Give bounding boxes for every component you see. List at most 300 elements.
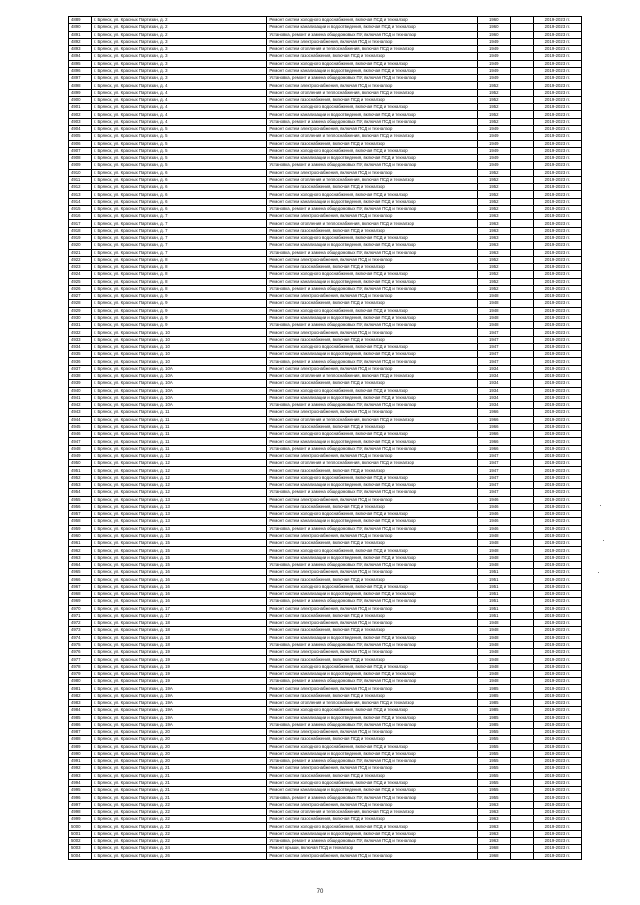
work-type-cell: Ремонт систем газоснабжения, включая ПСД и техналзор xyxy=(267,540,477,547)
empty-cell xyxy=(510,24,533,31)
empty-cell xyxy=(510,31,533,38)
table-row xyxy=(69,176,582,183)
address-cell: г. Брянск, ул. Красных Партизан, д. 7 xyxy=(92,220,267,227)
address-cell: г. Брянск, ул. Красных Партизан, д. 2 xyxy=(92,24,267,31)
empty-cell xyxy=(510,293,533,300)
address-cell: г. Брянск, ул. Красных Партизан, д. 24 xyxy=(92,845,267,852)
empty-cell xyxy=(510,213,533,220)
address-cell: г. Брянск, ул. Красных Партизан, д. 22 xyxy=(92,801,267,808)
work-type-cell: Установка, ремонт и замена общедомовых ПУ, включая ПСД и техналзор xyxy=(267,322,477,329)
table-row xyxy=(69,482,582,489)
address-cell: г. Брянск, ул. Красных Партизан, д. 8 xyxy=(92,278,267,285)
period-cell: 2019-2023 гг. xyxy=(533,445,581,452)
build-year-cell: 1949 xyxy=(477,67,510,74)
period-cell: 2019-2023 гг. xyxy=(533,24,581,31)
work-type-cell: Установка, ремонт и замена общедомовых ПУ, включая ПСД и техналзор xyxy=(267,162,477,169)
row-number-cell: 4962 xyxy=(69,547,92,554)
table-row xyxy=(69,852,582,859)
empty-cell xyxy=(510,576,533,583)
build-year-cell: 1963 xyxy=(477,823,510,830)
row-number-cell: 4946 xyxy=(69,431,92,438)
row-number-cell: 4910 xyxy=(69,169,92,176)
work-type-cell: Установка, ремонт и замена общедомовых ПУ, включая ПСД и техналзор xyxy=(267,489,477,496)
empty-cell xyxy=(510,707,533,714)
build-year-cell: 1947 xyxy=(477,336,510,343)
period-cell: 2019-2023 гг. xyxy=(533,220,581,227)
scan-speck xyxy=(603,540,604,541)
empty-cell xyxy=(510,467,533,474)
table-row xyxy=(69,271,582,278)
table-row xyxy=(69,213,582,220)
work-type-cell: Ремонт систем отопления и теплоснабжения, включая ПСД и техналзор xyxy=(267,808,477,815)
build-year-cell: 1948 xyxy=(477,300,510,307)
period-cell: 2019-2023 гг. xyxy=(533,816,581,823)
empty-cell xyxy=(510,583,533,590)
empty-cell xyxy=(510,808,533,815)
row-number-cell: 4924 xyxy=(69,271,92,278)
period-cell: 2019-2023 гг. xyxy=(533,583,581,590)
build-year-cell: 1948 xyxy=(477,532,510,539)
empty-cell xyxy=(510,438,533,445)
address-cell: г. Брянск, ул. Красных Партизан, д. 6 xyxy=(92,184,267,191)
period-cell: 2019-2023 гг. xyxy=(533,743,581,750)
build-year-cell: 1955 xyxy=(477,750,510,757)
table-row xyxy=(69,67,582,74)
build-year-cell: 1947 xyxy=(477,343,510,350)
empty-cell xyxy=(510,729,533,736)
work-type-cell: Ремонт систем канализации и водоотведения, включая ПСД и техналзор xyxy=(267,830,477,837)
build-year-cell: 1934 xyxy=(477,365,510,372)
table-row xyxy=(69,779,582,786)
row-number-cell: 4916 xyxy=(69,213,92,220)
empty-cell xyxy=(510,692,533,699)
table-row xyxy=(69,823,582,830)
period-cell: 2019-2023 гг. xyxy=(533,365,581,372)
work-type-cell: Установка, ремонт и замена общедомовых ПУ, включая ПСД и техналзор xyxy=(267,561,477,568)
address-cell: г. Брянск, ул. Красных Партизан, д. 6 xyxy=(92,191,267,198)
period-cell: 2019-2023 гг. xyxy=(533,830,581,837)
build-year-cell: 1934 xyxy=(477,402,510,409)
period-cell: 2019-2023 гг. xyxy=(533,155,581,162)
work-type-cell: Ремонт систем холодного водоснабжения, включая ПСД и техналзор xyxy=(267,387,477,394)
period-cell: 2019-2023 гг. xyxy=(533,169,581,176)
table-row xyxy=(69,772,582,779)
period-cell: 2019-2023 гг. xyxy=(533,707,581,714)
period-cell: 2019-2023 гг. xyxy=(533,271,581,278)
period-cell: 2019-2023 гг. xyxy=(533,474,581,481)
work-type-cell: Ремонт систем холодного водоснабжения, включая ПСД и техналзор xyxy=(267,431,477,438)
table-row xyxy=(69,634,582,641)
empty-cell xyxy=(510,307,533,314)
empty-cell xyxy=(510,460,533,467)
empty-cell xyxy=(510,474,533,481)
empty-cell xyxy=(510,816,533,823)
period-cell: 2019-2023 гг. xyxy=(533,249,581,256)
row-number-cell: 4991 xyxy=(69,758,92,765)
build-year-cell: 1947 xyxy=(477,329,510,336)
row-number-cell: 4959 xyxy=(69,525,92,532)
work-type-cell: Ремонт систем холодного водоснабжения, включая ПСД и техналзор xyxy=(267,147,477,154)
empty-cell xyxy=(510,82,533,89)
table-row xyxy=(69,605,582,612)
work-type-cell: Установка, ремонт и замена общедомовых ПУ, включая ПСД и техналзор xyxy=(267,285,477,292)
work-type-cell: Ремонт систем электроснабжения, включая ПСД и техналзор xyxy=(267,765,477,772)
work-type-cell: Ремонт систем холодного водоснабжения, включая ПСД и техналзор xyxy=(267,707,477,714)
row-number-cell: 4973 xyxy=(69,627,92,634)
address-cell: г. Брянск, ул. Красных Партизан, д. 21 xyxy=(92,779,267,786)
period-cell: 2019-2023 гг. xyxy=(533,104,581,111)
build-year-cell: 1951 xyxy=(477,576,510,583)
address-cell: г. Брянск, ул. Красных Партизан, д. 8 xyxy=(92,271,267,278)
empty-cell xyxy=(510,743,533,750)
build-year-cell: 1966 xyxy=(477,445,510,452)
build-year-cell: 1952 xyxy=(477,198,510,205)
row-number-cell: 4905 xyxy=(69,133,92,140)
address-cell: г. Брянск, ул. Красных Партизан, д. 8 xyxy=(92,264,267,271)
work-type-cell: Ремонт систем газоснабжения, включая ПСД и техналзор xyxy=(267,772,477,779)
table-row xyxy=(69,104,582,111)
row-number-cell: 5002 xyxy=(69,838,92,845)
period-cell: 2019-2023 гг. xyxy=(533,176,581,183)
work-type-cell: Ремонт систем электроснабжения, включая ПСД и техналзор xyxy=(267,569,477,576)
row-number-cell: 4954 xyxy=(69,489,92,496)
empty-cell xyxy=(510,242,533,249)
period-cell: 2019-2023 гг. xyxy=(533,329,581,336)
row-number-cell: 4890 xyxy=(69,24,92,31)
work-type-cell: Ремонт систем газоснабжения, включая ПСД и техналзор xyxy=(267,380,477,387)
work-type-cell: Установка, ремонт и замена общедомовых ПУ, включая ПСД и техналзор xyxy=(267,402,477,409)
build-year-cell: 1952 xyxy=(477,205,510,212)
work-type-cell: Ремонт систем электроснабжения, включая ПСД и техналзор xyxy=(267,496,477,503)
build-year-cell: 1951 xyxy=(477,598,510,605)
row-number-cell: 4931 xyxy=(69,322,92,329)
work-type-cell: Ремонт систем канализации и водоотведения, включая ПСД и техналзор xyxy=(267,750,477,757)
build-year-cell: 1952 xyxy=(477,271,510,278)
work-type-cell: Ремонт систем канализации и водоотведения, включая ПСД и техналзор xyxy=(267,155,477,162)
period-cell: 2019-2023 гг. xyxy=(533,162,581,169)
work-type-cell: Ремонт систем отопления и теплоснабжения, включая ПСД и техналзор xyxy=(267,176,477,183)
address-cell: г. Брянск, ул. Красных Партизан, д. 5 xyxy=(92,147,267,154)
address-cell: г. Брянск, ул. Красных Партизан, д. 10 xyxy=(92,329,267,336)
address-cell: г. Брянск, ул. Красных Партизан, д. 11 xyxy=(92,438,267,445)
period-cell: 2019-2023 гг. xyxy=(533,53,581,60)
row-number-cell: 4933 xyxy=(69,336,92,343)
row-number-cell: 4969 xyxy=(69,598,92,605)
address-cell: г. Брянск, ул. Красных Партизан, д. 9 xyxy=(92,300,267,307)
empty-cell xyxy=(510,314,533,321)
work-type-cell: Ремонт систем отопления и теплоснабжения, включая ПСД и техналзор xyxy=(267,46,477,53)
table-row xyxy=(69,598,582,605)
address-cell: г. Брянск, ул. Красных Партизан, д. 13 xyxy=(92,511,267,518)
table-row xyxy=(69,278,582,285)
build-year-cell: 1966 xyxy=(477,409,510,416)
period-cell: 2019-2023 гг. xyxy=(533,656,581,663)
address-cell: г. Брянск, ул. Красных Партизан, д. 22 xyxy=(92,838,267,845)
address-cell: г. Брянск, ул. Красных Партизан, д. 15 xyxy=(92,532,267,539)
build-year-cell: 1948 xyxy=(477,307,510,314)
build-year-cell: 1946 xyxy=(477,503,510,510)
table-row xyxy=(69,365,582,372)
work-type-cell: Ремонт систем канализации и водоотведения, включая ПСД и техналзор xyxy=(267,634,477,641)
address-cell: г. Брянск, ул. Красных Партизан, д. 20 xyxy=(92,736,267,743)
period-cell: 2019-2023 гг. xyxy=(533,598,581,605)
row-number-cell: 4891 xyxy=(69,31,92,38)
table-row xyxy=(69,307,582,314)
table-row xyxy=(69,264,582,271)
row-number-cell: 4936 xyxy=(69,358,92,365)
table-row xyxy=(69,801,582,808)
build-year-cell: 1948 xyxy=(477,293,510,300)
build-year-cell: 1955 xyxy=(477,736,510,743)
address-cell: г. Брянск, ул. Красных Партизан, д. 6 xyxy=(92,176,267,183)
empty-cell xyxy=(510,53,533,60)
work-type-cell: Ремонт систем холодного водоснабжения, включая ПСД и техналзор xyxy=(267,17,477,24)
row-number-cell: 4923 xyxy=(69,264,92,271)
empty-cell xyxy=(510,220,533,227)
row-number-cell: 4927 xyxy=(69,293,92,300)
empty-cell xyxy=(510,416,533,423)
empty-cell xyxy=(510,249,533,256)
empty-cell xyxy=(510,169,533,176)
period-cell: 2019-2023 гг. xyxy=(533,373,581,380)
empty-cell xyxy=(510,96,533,103)
work-type-cell: Ремонт систем холодного водоснабжения, включая ПСД и техналзор xyxy=(267,271,477,278)
build-year-cell: 1947 xyxy=(477,358,510,365)
period-cell: 2019-2023 гг. xyxy=(533,838,581,845)
build-year-cell: 1948 xyxy=(477,322,510,329)
address-cell: г. Брянск, ул. Красных Партизан, д. 15 xyxy=(92,554,267,561)
period-cell: 2019-2023 гг. xyxy=(533,663,581,670)
table-row xyxy=(69,663,582,670)
address-cell: г. Брянск, ул. Красных Партизан, д. 10 xyxy=(92,343,267,350)
empty-cell xyxy=(510,409,533,416)
address-cell: г. Брянск, ул. Красных Партизан, д. 21 xyxy=(92,772,267,779)
build-year-cell: 1952 xyxy=(477,89,510,96)
work-type-cell: Ремонт систем канализации и водоотведения, включая ПСД и техналзор xyxy=(267,482,477,489)
table-row xyxy=(69,845,582,852)
period-cell: 2019-2023 гг. xyxy=(533,467,581,474)
period-cell: 2019-2023 гг. xyxy=(533,387,581,394)
build-year-cell: 1952 xyxy=(477,264,510,271)
build-year-cell: 1947 xyxy=(477,489,510,496)
empty-cell xyxy=(510,46,533,53)
period-cell: 2019-2023 гг. xyxy=(533,779,581,786)
row-number-cell: 4932 xyxy=(69,329,92,336)
table-row xyxy=(69,489,582,496)
build-year-cell: 1949 xyxy=(477,125,510,132)
empty-cell xyxy=(510,685,533,692)
row-number-cell: 4930 xyxy=(69,314,92,321)
build-year-cell: 1952 xyxy=(477,184,510,191)
row-number-cell: 4988 xyxy=(69,736,92,743)
period-cell: 2019-2023 гг. xyxy=(533,234,581,241)
table-row xyxy=(69,496,582,503)
repair-schedule-table xyxy=(68,16,582,860)
address-cell: г. Брянск, ул. Красных Партизан, д. 19А xyxy=(92,721,267,728)
table-row xyxy=(69,60,582,67)
table-row xyxy=(69,53,582,60)
build-year-cell: 1951 xyxy=(477,590,510,597)
address-cell: г. Брянск, ул. Красных Партизан, д. 10А xyxy=(92,402,267,409)
empty-cell xyxy=(510,431,533,438)
table-row xyxy=(69,184,582,191)
empty-cell xyxy=(510,511,533,518)
table-row xyxy=(69,17,582,24)
period-cell: 2019-2023 гг. xyxy=(533,460,581,467)
table-row xyxy=(69,293,582,300)
period-cell: 2019-2023 гг. xyxy=(533,772,581,779)
build-year-cell: 1966 xyxy=(477,423,510,430)
table-row xyxy=(69,794,582,801)
row-number-cell: 4985 xyxy=(69,714,92,721)
row-number-cell: 4892 xyxy=(69,38,92,45)
row-number-cell: 4982 xyxy=(69,692,92,699)
row-number-cell: 4955 xyxy=(69,496,92,503)
table-row xyxy=(69,729,582,736)
empty-cell xyxy=(510,445,533,452)
row-number-cell: 4915 xyxy=(69,205,92,212)
row-number-cell: 4911 xyxy=(69,176,92,183)
address-cell: г. Брянск, ул. Красных Партизан, д. 21 xyxy=(92,765,267,772)
table-row xyxy=(69,460,582,467)
period-cell: 2019-2023 гг. xyxy=(533,293,581,300)
empty-cell xyxy=(510,125,533,132)
empty-cell xyxy=(510,518,533,525)
row-number-cell: 4918 xyxy=(69,227,92,234)
address-cell: г. Брянск, ул. Красных Партизан, д. 17 xyxy=(92,612,267,619)
empty-cell xyxy=(510,191,533,198)
address-cell: г. Брянск, ул. Красных Партизан, д. 9 xyxy=(92,322,267,329)
address-cell: г. Брянск, ул. Красных Партизан, д. 20 xyxy=(92,758,267,765)
table-row xyxy=(69,554,582,561)
build-year-cell: 1963 xyxy=(477,808,510,815)
row-number-cell: 4922 xyxy=(69,256,92,263)
period-cell: 2019-2023 гг. xyxy=(533,845,581,852)
table-row xyxy=(69,140,582,147)
build-year-cell: 1951 xyxy=(477,612,510,619)
work-type-cell: Ремонт систем холодного водоснабжения, включая ПСД и техналзор xyxy=(267,823,477,830)
table-row xyxy=(69,46,582,53)
address-cell: г. Брянск, ул. Красных Партизан, д. 12 xyxy=(92,467,267,474)
work-type-cell: Ремонт систем канализации и водоотведения, включая ПСД и техналзор xyxy=(267,670,477,677)
build-year-cell: 1963 xyxy=(477,801,510,808)
period-cell: 2019-2023 гг. xyxy=(533,140,581,147)
build-year-cell: 1934 xyxy=(477,373,510,380)
period-cell: 2019-2023 гг. xyxy=(533,627,581,634)
address-cell: г. Брянск, ул. Красных Партизан, д. 10А xyxy=(92,394,267,401)
work-type-cell: Установка, ремонт и замена общедомовых ПУ, включая ПСД и техналзор xyxy=(267,525,477,532)
row-number-cell: 4960 xyxy=(69,532,92,539)
row-number-cell: 4961 xyxy=(69,540,92,547)
address-cell: г. Брянск, ул. Красных Партизан, д. 19 xyxy=(92,649,267,656)
table-row xyxy=(69,227,582,234)
period-cell: 2019-2023 гг. xyxy=(533,590,581,597)
period-cell: 2019-2023 гг. xyxy=(533,750,581,757)
build-year-cell: 1955 xyxy=(477,729,510,736)
period-cell: 2019-2023 гг. xyxy=(533,787,581,794)
empty-cell xyxy=(510,264,533,271)
work-type-cell: Ремонт систем холодного водоснабжения, включая ПСД и техналзор xyxy=(267,474,477,481)
address-cell: г. Брянск, ул. Красных Партизан, д. 4 xyxy=(92,82,267,89)
empty-cell xyxy=(510,380,533,387)
build-year-cell: 1960 xyxy=(477,31,510,38)
empty-cell xyxy=(510,118,533,125)
empty-cell xyxy=(510,714,533,721)
work-type-cell: Ремонт систем канализации и водоотведения, включая ПСД и техналзор xyxy=(267,518,477,525)
row-number-cell: 4906 xyxy=(69,140,92,147)
work-type-cell: Ремонт систем газоснабжения, включая ПСД и техналзор xyxy=(267,423,477,430)
build-year-cell: 1966 xyxy=(477,438,510,445)
work-type-cell: Ремонт систем канализации и водоотведения, включая ПСД и техналзор xyxy=(267,314,477,321)
row-number-cell: 4937 xyxy=(69,365,92,372)
empty-cell xyxy=(510,670,533,677)
empty-cell xyxy=(510,612,533,619)
address-cell: г. Брянск, ул. Красных Партизан, д. 12 xyxy=(92,474,267,481)
build-year-cell: 1946 xyxy=(477,496,510,503)
address-cell: г. Брянск, ул. Красных Партизан, д. 4 xyxy=(92,89,267,96)
period-cell: 2019-2023 гг. xyxy=(533,736,581,743)
build-year-cell: 1966 xyxy=(477,416,510,423)
row-number-cell: 4970 xyxy=(69,605,92,612)
empty-cell xyxy=(510,503,533,510)
empty-cell xyxy=(510,482,533,489)
address-cell: г. Брянск, ул. Красных Партизан, д. 17 xyxy=(92,605,267,612)
period-cell: 2019-2023 гг. xyxy=(533,67,581,74)
empty-cell xyxy=(510,336,533,343)
period-cell: 2019-2023 гг. xyxy=(533,540,581,547)
empty-cell xyxy=(510,649,533,656)
empty-cell xyxy=(510,794,533,801)
empty-cell xyxy=(510,772,533,779)
row-number-cell: 4978 xyxy=(69,663,92,670)
period-cell: 2019-2023 гг. xyxy=(533,191,581,198)
address-cell: г. Брянск, ул. Красных Партизан, д. 20 xyxy=(92,743,267,750)
period-cell: 2019-2023 гг. xyxy=(533,569,581,576)
period-cell: 2019-2023 гг. xyxy=(533,278,581,285)
period-cell: 2019-2023 гг. xyxy=(533,75,581,82)
period-cell: 2019-2023 гг. xyxy=(533,576,581,583)
period-cell: 2019-2023 гг. xyxy=(533,46,581,53)
empty-cell xyxy=(510,155,533,162)
period-cell: 2019-2023 гг. xyxy=(533,699,581,706)
table-row xyxy=(69,242,582,249)
row-number-cell: 4895 xyxy=(69,60,92,67)
period-cell: 2019-2023 гг. xyxy=(533,547,581,554)
work-type-cell: Ремонт систем газоснабжения, включая ПСД и техналзор xyxy=(267,53,477,60)
address-cell: г. Брянск, ул. Красных Партизан, д. 15 xyxy=(92,547,267,554)
build-year-cell: 1948 xyxy=(477,561,510,568)
work-type-cell: Установка, ремонт и замена общедомовых ПУ, включая ПСД и техналзор xyxy=(267,75,477,82)
work-type-cell: Ремонт систем электроснабжения, включая ПСД и техналзор xyxy=(267,365,477,372)
work-type-cell: Ремонт систем электроснабжения, включая ПСД и техналзор xyxy=(267,213,477,220)
work-type-cell: Ремонт систем канализации и водоотведения, включая ПСД и техналзор xyxy=(267,24,477,31)
row-number-cell: 4983 xyxy=(69,699,92,706)
work-type-cell: Ремонт систем электроснабжения, включая ПСД и техналзор xyxy=(267,532,477,539)
address-cell: г. Брянск, ул. Красных Партизан, д. 11 xyxy=(92,409,267,416)
address-cell: г. Брянск, ул. Красных Партизан, д. 12 xyxy=(92,482,267,489)
work-type-cell: Ремонт систем газоснабжения, включая ПСД и техналзор xyxy=(267,656,477,663)
empty-cell xyxy=(510,75,533,82)
table-row xyxy=(69,205,582,212)
empty-cell xyxy=(510,852,533,859)
work-type-cell: Ремонт систем газоснабжения, включая ПСД и техналзор xyxy=(267,264,477,271)
row-number-cell: 4995 xyxy=(69,787,92,794)
period-cell: 2019-2023 гг. xyxy=(533,38,581,45)
build-year-cell: 1948 xyxy=(477,670,510,677)
work-type-cell: Ремонт систем канализации и водоотведения, включая ПСД и техналзор xyxy=(267,278,477,285)
address-cell: г. Брянск, ул. Красных Партизан, д. 3 xyxy=(92,67,267,74)
scan-speck xyxy=(598,572,599,573)
